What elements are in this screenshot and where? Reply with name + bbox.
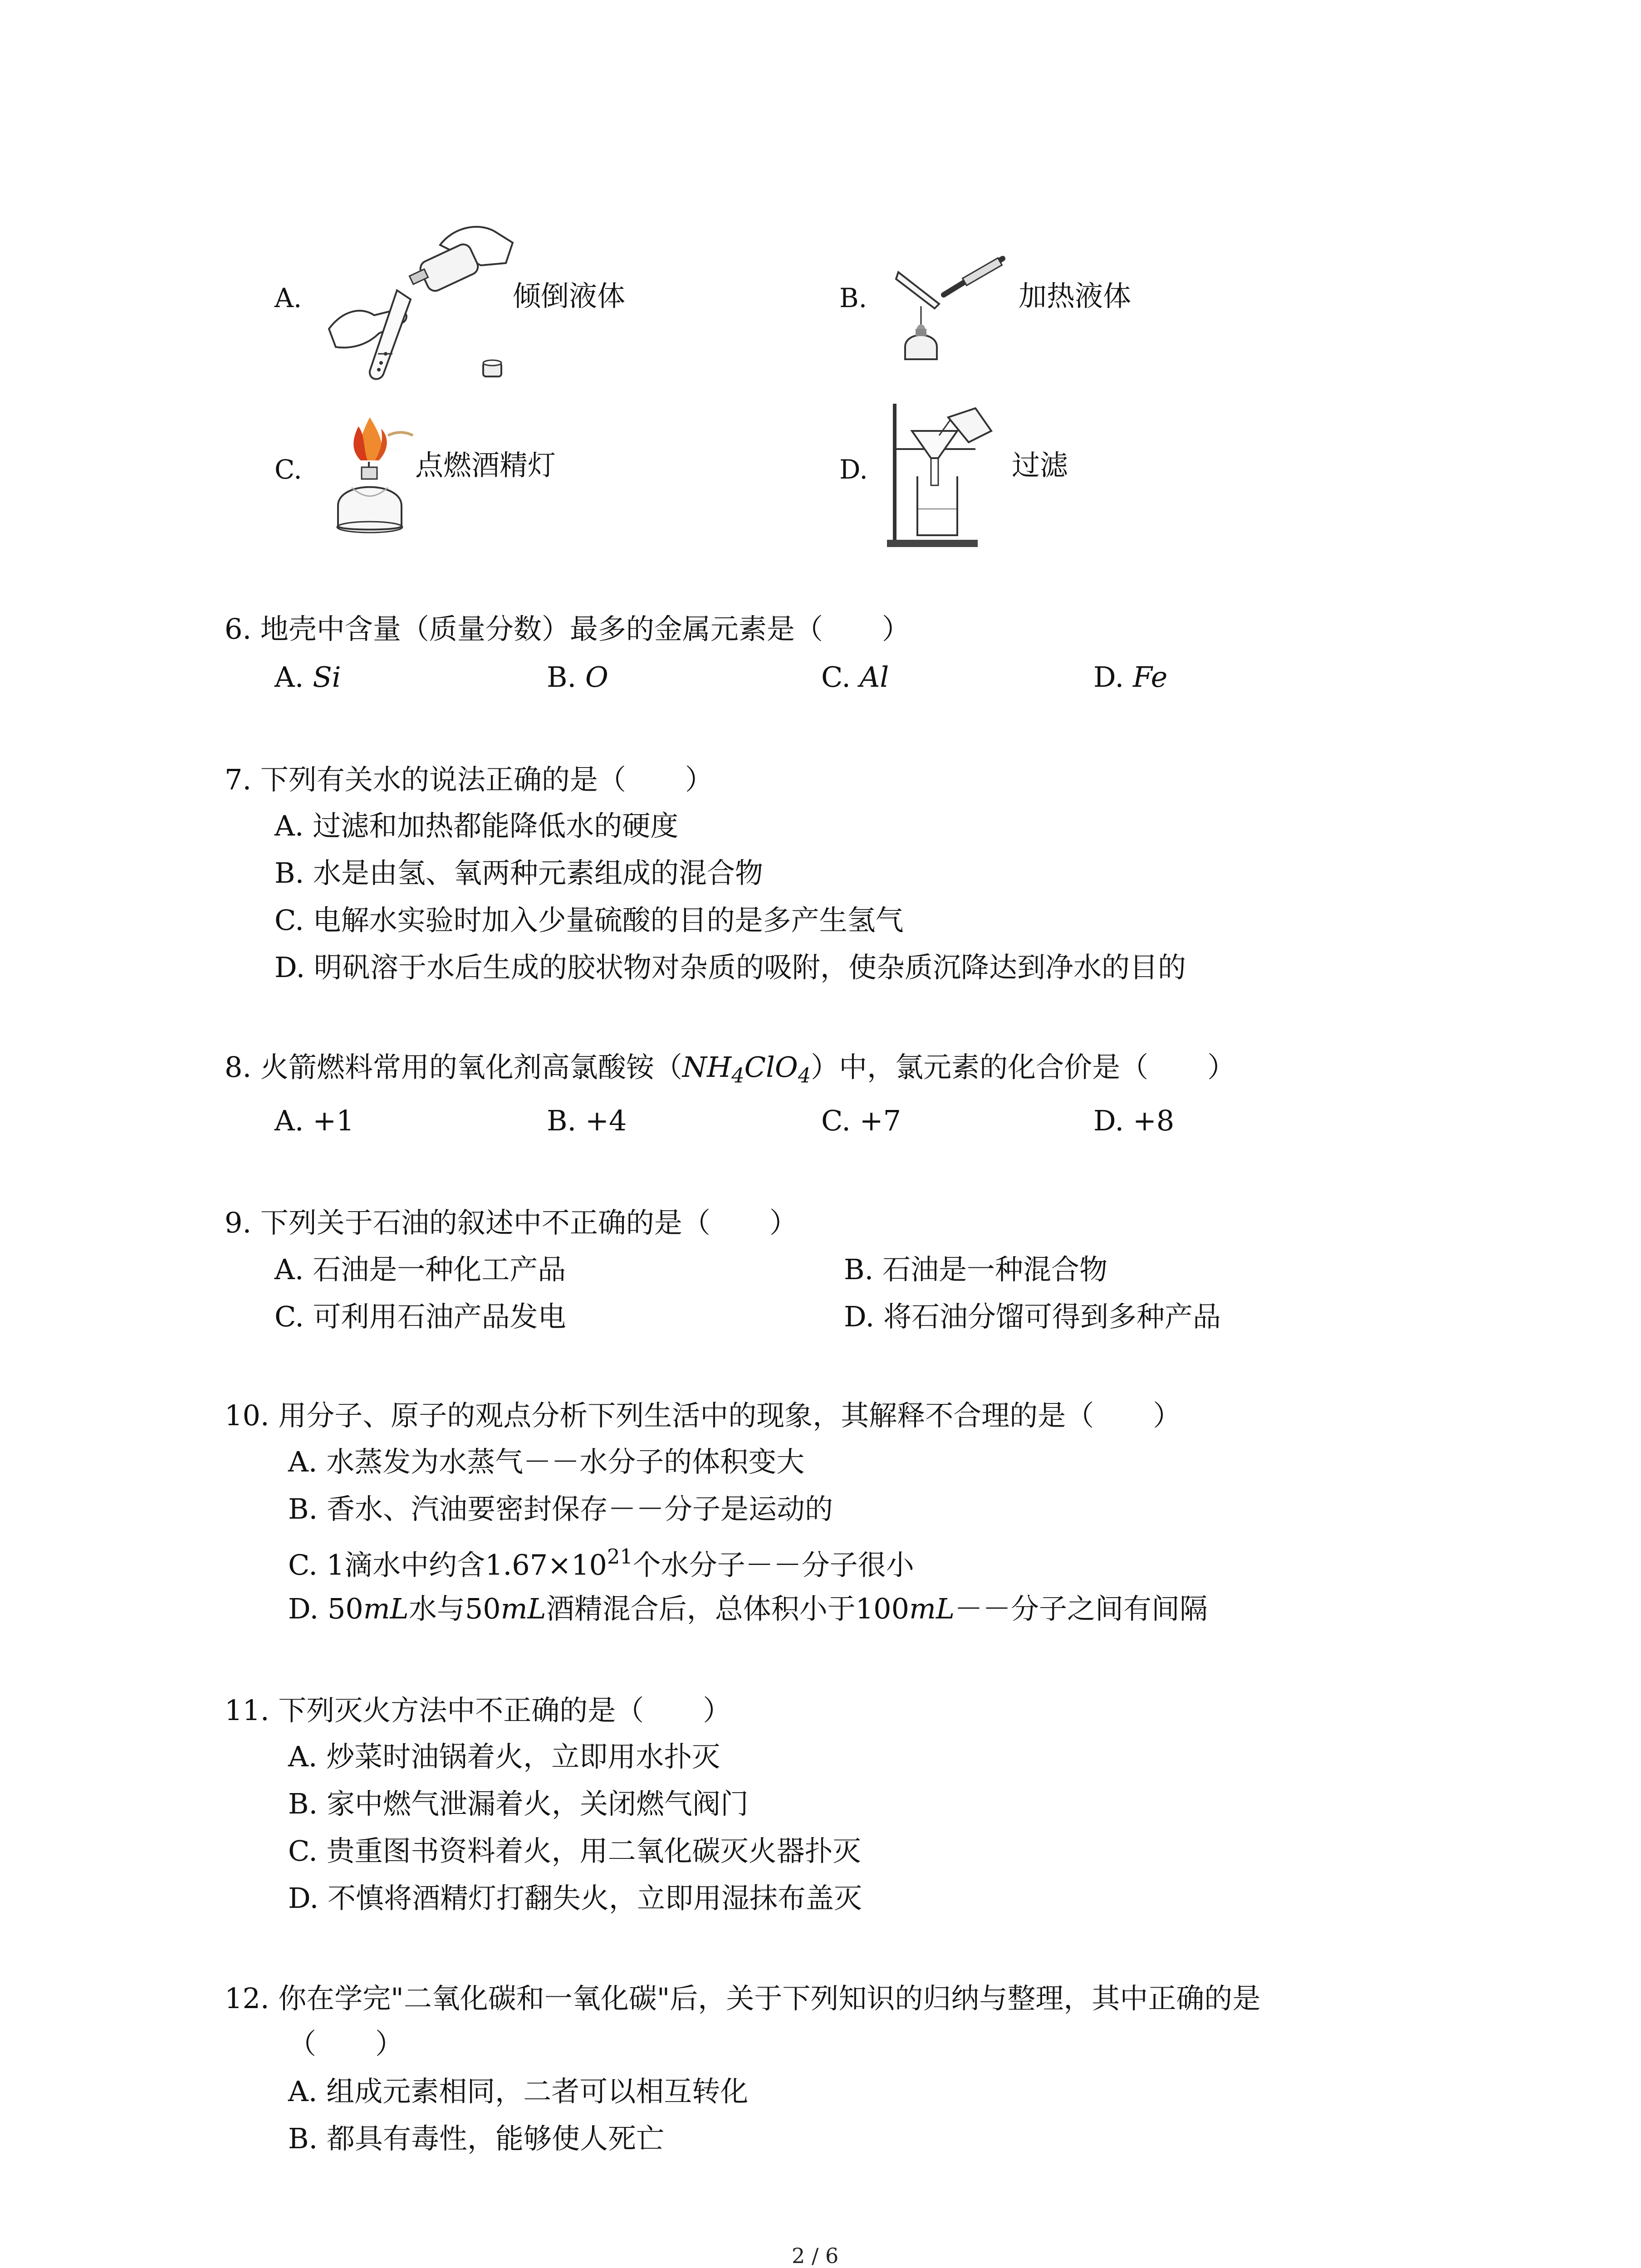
q8-option-b-text: +4 <box>585 1104 627 1137</box>
q9-close-paren: ） <box>769 1206 798 1239</box>
q8-formula-part1: NH <box>682 1051 732 1084</box>
q9-option-d-text: 将石油分馏可得到多种产品 <box>883 1300 1221 1333</box>
q7-option-c-text: 电解水实验时加入少量硫酸的目的是多产生氢气 <box>313 904 904 937</box>
q11-option-d <box>288 1882 862 1915</box>
page-number: 2 / 6 <box>792 2244 839 2268</box>
q9-option-a-letter: A. <box>274 1253 304 1286</box>
q10-option-b-text: 香水、汽油要密封保存－－分子是运动的 <box>327 1492 833 1525</box>
q8-formula-sub1: 4 <box>731 1064 745 1088</box>
q8-stem-pre: 8. 火箭燃料常用的氧化剂高氯酸铵（ <box>225 1051 682 1084</box>
q6-option-c-letter: C. <box>821 660 851 694</box>
q8-option-c <box>821 1104 901 1137</box>
q12-option-a-text: 组成元素相同，二者可以相互转化 <box>326 2075 749 2108</box>
q11-option-b-text: 家中燃气泄漏着火，关闭燃气阀门 <box>327 1787 749 1820</box>
q9-option-c-text: 可利用石油产品发电 <box>313 1300 566 1333</box>
q10-option-a-letter: A. <box>288 1445 318 1478</box>
q7-stem-text: 7. 下列有关水的说法正确的是（ <box>225 763 626 796</box>
q10-close-paren: ） <box>1153 1399 1181 1432</box>
q10-option-d-letter: D. <box>288 1592 319 1625</box>
q9-option-a <box>274 1253 566 1286</box>
q9-option-d-letter: D. <box>844 1300 875 1333</box>
q11-option-d-letter: D. <box>288 1882 319 1915</box>
filtration-icon <box>885 390 994 553</box>
q9-option-c-letter: C. <box>274 1300 304 1333</box>
q9-option-b-text: 石油是一种混合物 <box>882 1253 1108 1286</box>
q6-option-d <box>1093 660 1168 694</box>
q10-d-t1: 水与 <box>408 1592 465 1625</box>
q6-option-b <box>547 660 608 694</box>
q8-option-d-letter: D. <box>1093 1104 1124 1137</box>
q6-option-a-letter: A. <box>274 660 304 694</box>
q10-option-c-pre: 1滴水中约含1.67×10 <box>326 1548 607 1582</box>
q7-option-b-letter: B. <box>274 856 304 890</box>
q8-option-b-letter: B. <box>547 1104 577 1137</box>
q9-option-b <box>844 1253 1108 1286</box>
q5-option-b-caption: 加热液体 <box>1019 279 1132 313</box>
q10-d-n1: 50 <box>327 1592 363 1625</box>
q6-option-a-text: Si <box>313 660 341 694</box>
q12-stem <box>225 1984 1260 2013</box>
q10-d-u3: mL <box>909 1592 955 1625</box>
lighting-alcohol-lamp-icon <box>320 408 420 540</box>
q10-stem <box>225 1399 1181 1432</box>
pouring-liquid-icon <box>324 218 524 390</box>
q8-formula-sub2: 4 <box>798 1064 811 1088</box>
q8-option-a-letter: A. <box>274 1104 304 1137</box>
q7-option-a-text: 过滤和加热都能降低水的硬度 <box>313 809 679 842</box>
q9-option-b-letter: B. <box>844 1253 874 1286</box>
q6-close-paren: ） <box>882 612 910 645</box>
q8-stem <box>225 1053 1235 1086</box>
q9-stem <box>225 1206 798 1239</box>
q12-option-b-letter: B. <box>288 2122 318 2155</box>
q10-option-c-letter: C. <box>288 1548 318 1582</box>
q12-option-b <box>288 2122 665 2155</box>
q6-stem-text: 6. 地壳中含量（质量分数）最多的金属元素是（ <box>225 612 823 645</box>
q11-option-b-letter: B. <box>288 1787 318 1820</box>
q10-option-c-post: 个水分子－－分子很小 <box>632 1548 914 1582</box>
q6-option-b-text: O <box>585 660 608 694</box>
q11-option-c <box>288 1834 861 1867</box>
q12-open-paren: （ <box>288 2027 317 2060</box>
q11-close-paren: ） <box>703 1694 731 1727</box>
q5-option-d-letter: D. <box>839 454 868 485</box>
q7-option-b <box>274 856 764 890</box>
q10-option-b-letter: B. <box>288 1492 318 1525</box>
q12-close-paren: ） <box>375 2027 404 2060</box>
q7-option-d-text: 明矾溶于水后生成的胶状物对杂质的吸附，使杂质沉降达到净水的目的 <box>314 951 1186 984</box>
q10-d-n3: 100 <box>855 1592 910 1625</box>
q6-option-c <box>821 660 889 694</box>
q7-option-d <box>274 953 1186 982</box>
q7-option-b-text: 水是由氢、氧两种元素组成的混合物 <box>313 856 764 890</box>
q10-option-c-exponent: 21 <box>607 1545 633 1569</box>
q7-option-c <box>274 904 904 937</box>
q5-option-d-caption: 过滤 <box>1012 449 1068 482</box>
q12-answer-paren <box>288 2027 404 2060</box>
q7-option-a <box>274 809 679 842</box>
q8-stem-post: ）中，氯元素的化合价是（ <box>811 1051 1149 1084</box>
q6-option-a <box>274 660 341 694</box>
q8-option-a <box>274 1104 354 1137</box>
q6-option-d-letter: D. <box>1093 660 1124 694</box>
heating-liquid-icon <box>889 240 1021 367</box>
q10-option-a <box>288 1445 805 1478</box>
q11-stem <box>225 1696 731 1725</box>
q11-option-d-text: 不慎将酒精灯打翻失火，立即用湿抹布盖灭 <box>327 1882 862 1915</box>
q11-option-c-letter: C. <box>288 1834 318 1867</box>
q10-d-u2: mL <box>500 1592 546 1625</box>
q8-option-c-letter: C. <box>821 1104 851 1137</box>
q5-option-b-letter: B. <box>839 283 867 313</box>
q9-option-c <box>274 1300 566 1333</box>
q11-option-a-letter: A. <box>288 1740 318 1773</box>
q5-option-a-caption: 倾倒液体 <box>513 279 626 313</box>
q11-option-c-text: 贵重图书资料着火，用二氧化碳灭火器扑灭 <box>326 1834 861 1867</box>
q11-option-b <box>288 1787 749 1820</box>
q10-option-d <box>288 1592 1208 1625</box>
q8-option-a-text: +1 <box>313 1104 354 1137</box>
q8-formula-part2: ClO <box>744 1051 798 1084</box>
q9-option-a-text: 石油是一种化工产品 <box>313 1253 566 1286</box>
q5-option-c-letter: C. <box>274 454 302 485</box>
q10-d-t2: 酒精混合后，总体积小于 <box>546 1592 856 1625</box>
q5-option-c-caption: 点燃酒精灯 <box>415 449 556 482</box>
q8-option-b <box>547 1104 627 1137</box>
q10-option-c <box>288 1545 914 1582</box>
q7-stem <box>225 763 713 796</box>
q8-option-c-text: +7 <box>859 1104 901 1137</box>
q8-formula <box>682 1051 811 1088</box>
q12-option-a-letter: A. <box>288 2075 318 2108</box>
q11-stem-text: 11. 下列灭火方法中不正确的是（ <box>225 1694 644 1727</box>
q10-option-b <box>288 1492 833 1525</box>
q6-option-c-text: Al <box>859 660 889 694</box>
q12-stem-text: 12. 你在学完"二氧化碳和一氧化碳"后，关于下列知识的归纳与整理，其中正确的是 <box>225 1982 1261 2015</box>
q12-option-b-text: 都具有毒性，能够使人死亡 <box>327 2122 665 2155</box>
q5-option-a-letter: A. <box>274 283 302 313</box>
q10-d-u1: mL <box>363 1592 409 1625</box>
q8-close-paren: ） <box>1207 1051 1236 1084</box>
q9-option-d <box>844 1300 1221 1333</box>
q7-option-a-letter: A. <box>274 809 304 842</box>
q7-option-d-letter: D. <box>274 951 305 984</box>
q9-stem-text: 9. 下列关于石油的叙述中不正确的是（ <box>225 1206 710 1239</box>
q11-option-a <box>288 1740 720 1773</box>
q12-option-a <box>288 2077 748 2106</box>
q11-option-a-text: 炒菜时油锅着火，立即用水扑灭 <box>326 1740 720 1773</box>
q7-option-c-letter: C. <box>274 904 304 937</box>
q10-d-t3: －－分子之间有间隔 <box>955 1592 1208 1625</box>
q10-d-n2: 50 <box>465 1592 501 1625</box>
q6-option-d-text: Fe <box>1132 660 1168 694</box>
q8-option-d-text: +8 <box>1132 1104 1175 1137</box>
q7-close-paren: ） <box>685 763 713 796</box>
q6-stem <box>225 612 910 645</box>
q10-stem-text: 10. 用分子、原子的观点分析下列生活中的现象，其解释不合理的是（ <box>225 1399 1094 1432</box>
q6-option-b-letter: B. <box>547 660 577 694</box>
q10-option-a-text: 水蒸发为水蒸气－－水分子的体积变大 <box>326 1445 805 1478</box>
q8-option-d <box>1093 1104 1175 1137</box>
